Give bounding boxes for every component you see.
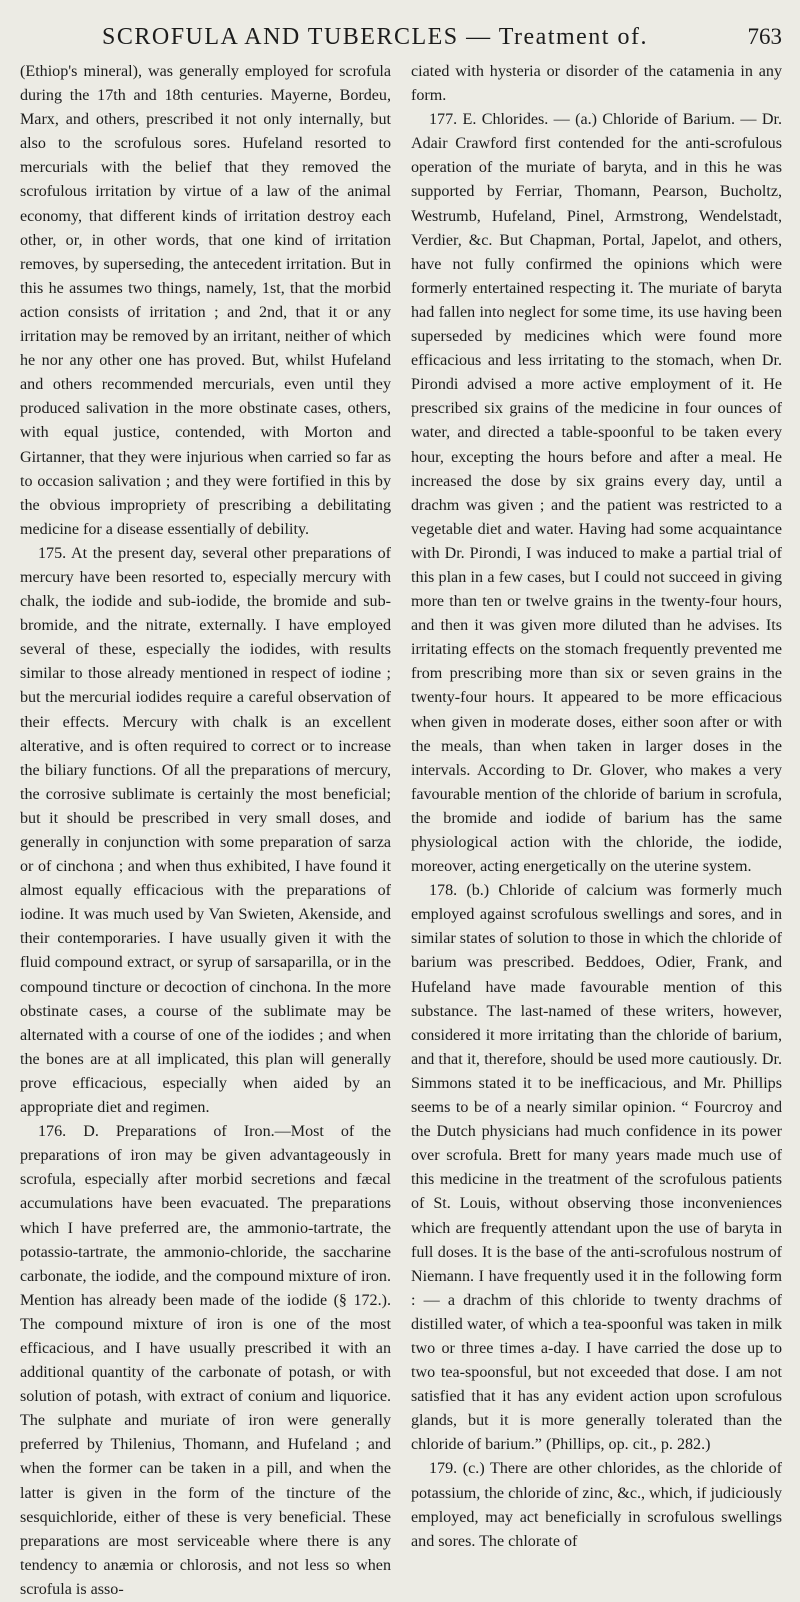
paragraph: 177. E. Chlorides. — (a.) Chloride of Barium. — Dr. Adair Crawford first contended for the anti-scrofulous operation of the muriate of baryta, and in this he was supported by Ferriar, Thomann, Pearson, Bucholtz, Westrumb, Hufeland, Pinel, Armstrong, Wendelstadt, Verdier, &c. But Chapman, Portal, Japelot, and others, have not fully confirmed the opinions which were formerly entertained respecting it. The muriate of baryta had fallen into neglect for some time, its use having been superseded by medicines which were found more efficacious and less irritating to the stomach, when Dr. Pirondi advised a more active employment of it. He prescribed six grains of the medicine in four ounces of water, and directed a table-spoonful to be taken every hour, excepting the hours before and after a meal. He increased the dose by six grains every day, until a drachm was given ; and the patient was restricted to a vegetable diet and water. Having had some acquaintance with Dr. Pirondi, I was induced to make a partial trial of this plan in a few cases, but I could not succeed in giving more than ten or twelve grains in the twenty-four hours, and then it was given more diluted than he advises. Its irritating effects on the stomach frequently prevented me from prescribing more than six or seven grains in the twenty-four hours. It appeared to be more efficacious when given in moderate doses, either soon after or with the meals, than when taken in larger doses in the intervals. According to Dr. Glover, who makes a very favourable mention of the chloride of barium in scrofula, the bromide and iodide of barium has the same physiological action with the chloride, the iodide, moreover, acting energetically on the uterine system. [411, 111, 782, 876]
right-column [411, 60, 782, 1602]
running-title: SCROFULA AND TUBERCLES — Treatment of. [102, 24, 648, 50]
paragraph: 179. (c.) There are other chlorides, as the chloride of potassium, the chloride of zinc, &c., which, if judiciously employed, may act beneficially in scrofulous swellings and sores. The chlorate of [411, 1460, 782, 1550]
page-number: 763 [747, 24, 782, 49]
left-column [20, 60, 391, 1602]
paragraph: (Ethiop's mineral), was generally employed for scrofula during the 17th and 18th centuries. Mayerne, Bordeu, Marx, and others, prescribed it not only internally, but also to the scrofulous sores. Hufeland resorted to mercurials with the belief that they removed the scrofulous irritation by virtue of a law of the animal economy, that different kinds of irritation destroy each other, or, in other words, that one kind of irritation removes, by superseding, the antecedent irritation. But in this he assumes two things, namely, 1st, that the morbid action consists of irritation ; and 2nd, that it or any irritation may be removed by an irritant, neither of which he nor any other one has proved. But, whilst Hufeland and others recommended mercurials, even until they produced salivation in the more obstinate cases, others, with equal justice, contended, with Morton and Girtanner, that they were injurious when carried so far as to occasion salivation ; and they were fortified in this by the obvious impropriety of prescribing a debilitating medicine for a disease essentially of debility. [20, 63, 391, 538]
paragraph: 178. (b.) Chloride of calcium was formerly much employed against scrofulous swellings and sores, and in similar states of solution to those in which the chloride of barium was prescribed. Beddoes, Odier, Frank, and Hufeland have made favourable mention of this substance. The last-named of these writers, however, considered it more irritating than the chloride of barium, and that it, therefore, should be used more cautiously. Dr. Simmons stated it to be inefficacious, and Mr. Phillips seems to be of a nearly similar opinion. “ Fourcroy and the Dutch physicians had much confidence in its power over scrofula. Brett for many years made much use of this medicine in the treatment of the scrofulous patients of St. Louis, without observing those inconveniences which are frequently attendant upon the use of baryta in full doses. It is the base of the anti-scrofulous nostrum of Niemann. I have frequently used it in the following form : — a drachm of this chloride to twenty drachms of distilled water, of which a tea-spoonful was taken in milk two or three times a-day. I have carried the dose up to two tea-spoonsful, but not exceeded that dose. I am not satisfied that it has any evident action upon scrofulous glands, but it is more generally tolerated than the chloride of barium.” (Phillips, op. cit., p. 282.) [411, 882, 782, 1454]
paragraph: ciated with hysteria or disorder of the catamenia in any form. [411, 63, 782, 105]
page-header [20, 24, 782, 58]
paragraph: 175. At the present day, several other preparations of mercury have been resorted to, especially mercury with chalk, the iodide and sub-iodide, the bromide and sub-bromide, and the nitrate, externally. I have employed several of these, especially the iodides, with results similar to those already mentioned in respect of iodine ; but the mercurial iodides require a careful observation of their effects. Mercury with chalk is an excellent alterative, and is often required to correct or to increase the biliary functions. Of all the preparations of mercury, the corrosive sublimate is certainly the most beneficial; but it should be prescribed in very small doses, and generally in conjunction with some preparation of sarza or of cinchona ; and when thus exhibited, I have found it almost equally efficacious with the preparations of iodine. It was much used by Van Swieten, Akenside, and their contemporaries. I have usually given it with the fluid compound extract, or syrup of sarsaparilla, or in the compound tincture or decoction of cinchona. In the more obstinate cases, a course of the sublimate may be alternated with a course of one of the iodides ; and when the bones are at all implicated, this plan will generally prove efficacious, especially when aided by an appropriate diet and regimen. [20, 544, 391, 1117]
text-columns [20, 60, 782, 1602]
paragraph: 176. D. Preparations of Iron.—Most of the preparations of iron may be given advantageously in scrofula, especially after morbid secretions and fæcal accumulations have been evacuated. The preparations which I have preferred are, the ammonio-tartrate, the potassio-tartrate, the ammonio-chloride, the saccharine carbonate, the iodide, and the compound mixture of iron. Mention has already been made of the iodide (§ 172.). The compound mixture of iron is one of the most efficacious, and I have usually prescribed it with an additional quantity of the carbonate of potash, or with solution of potash, with extract of conium and liquorice. The sulphate and muriate of iron were generally preferred by Thilenius, Thomann, and Hufeland ; and when the former can be taken in a pill, and when the latter is given in the form of the tincture of the sesquichloride, either of these is very beneficial. These preparations are most serviceable where there is any tendency to anæmia or chlorosis, and not less so when scrofula is asso- [20, 1123, 391, 1598]
